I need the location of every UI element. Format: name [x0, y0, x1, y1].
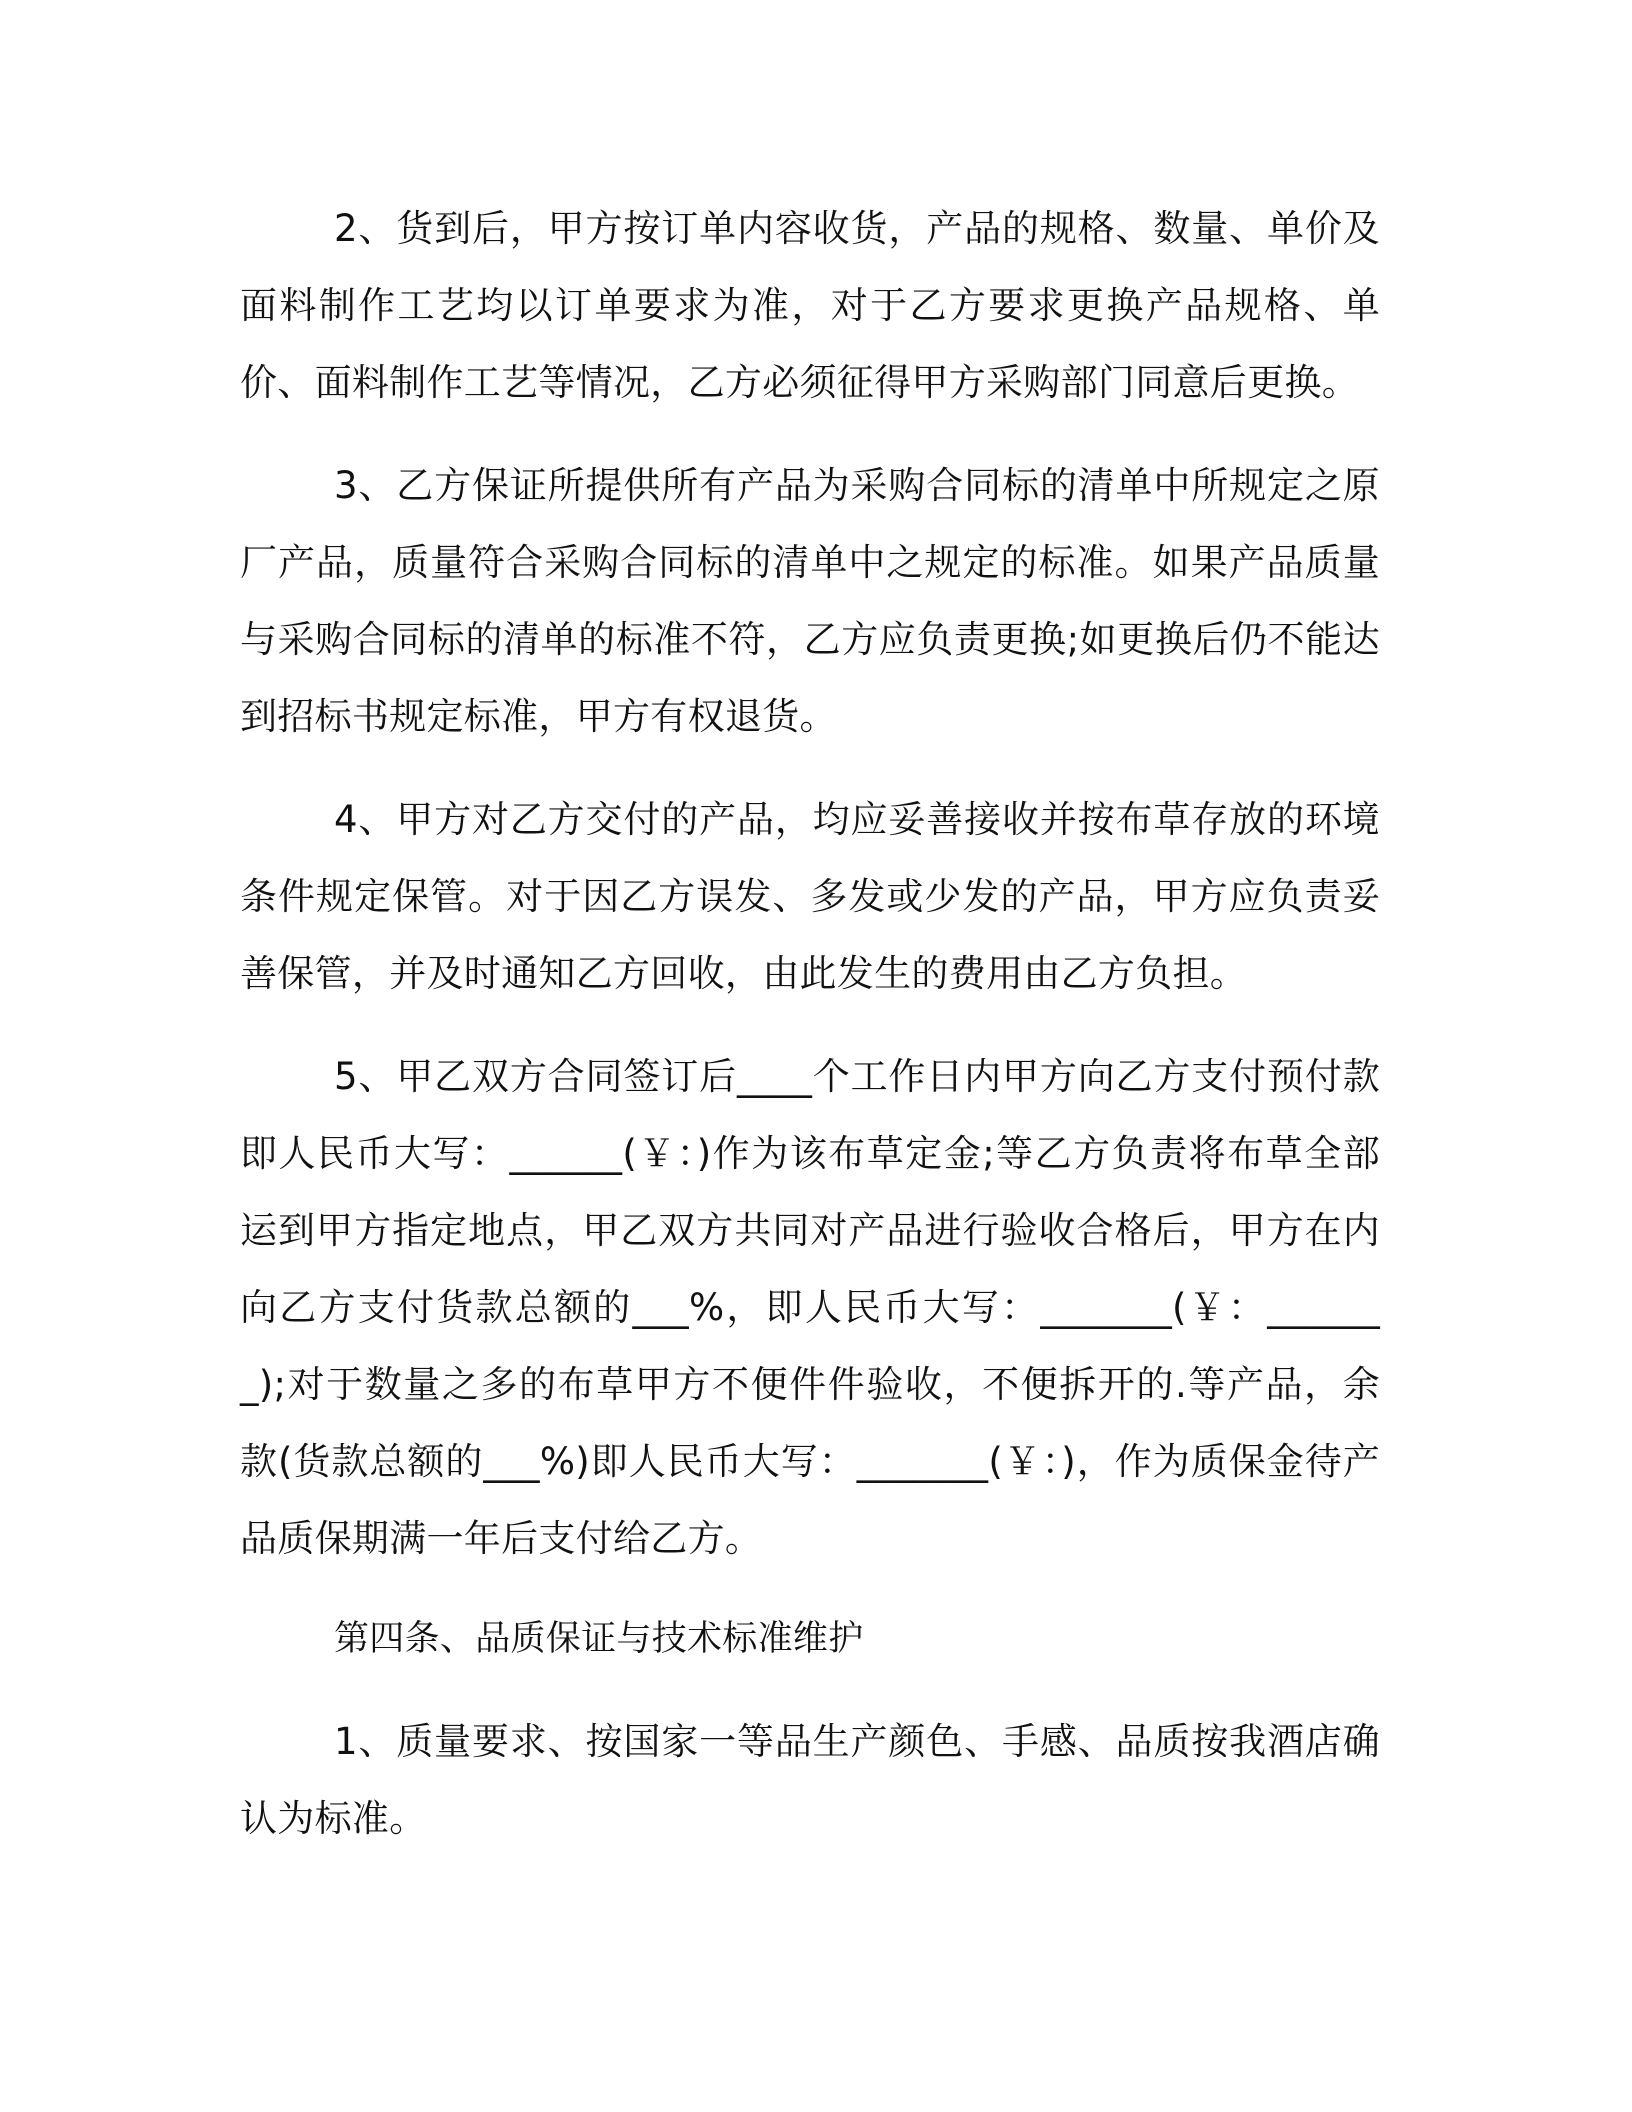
clause-2-paragraph: 2、货到后，甲方按订单内容收货，产品的规格、数量、单价及面料制作工艺均以订单要求为准，对于乙方要求更换产品规格、单价、面料制作工艺等情况，乙方必须征得甲方采购部门同意后更换。: [240, 207, 1380, 404]
section-heading: 第四条、品质保证与技术标准维护: [334, 1619, 864, 1659]
clause-4-paragraph: 4、甲方对乙方交付的产品，均应妥善接收并按布草存放的环境条件规定保管。对于因乙方误发、多发或少发的产品，甲方应负责妥善保管，并及时通知乙方回收，由此发生的费用由乙方负担。: [240, 798, 1380, 995]
clause-3-paragraph: 3、乙方保证所提供所有产品为采购合同标的清单中所规定之原厂产品，质量符合采购合同标的清单中之规定的标准。如果产品质量与采购合同标的清单的标准不符，乙方应负责更换;如更换后仍不能达到招标书规定标准，甲方有权退货。: [240, 464, 1380, 738]
clause-5-paragraph: 5、甲乙双方合同签订后____个工作日内甲方向乙方支付预付款即人民币大写：______(￥：)作为该布草定金;等乙方负责将布草全部运到甲方指定地点，甲乙双方共同对产品进行验收合格后，甲方在内向乙方支付货款总额的___%，即人民币大写：_______(￥：_______);对于数量之多的布草甲方不便件件验收，不便拆开的.等产品，余款(货款总额的___%)即人民币大写：_______(￥：)，作为质保金待产品质保期满一年后支付给乙方。: [240, 1055, 1380, 1560]
document-body: [240, 190, 1380, 1883]
quality-clause-1-paragraph: 1、质量要求、按国家一等品生产颜色、手感、品质按我酒店确认为标准。: [240, 1720, 1380, 1840]
